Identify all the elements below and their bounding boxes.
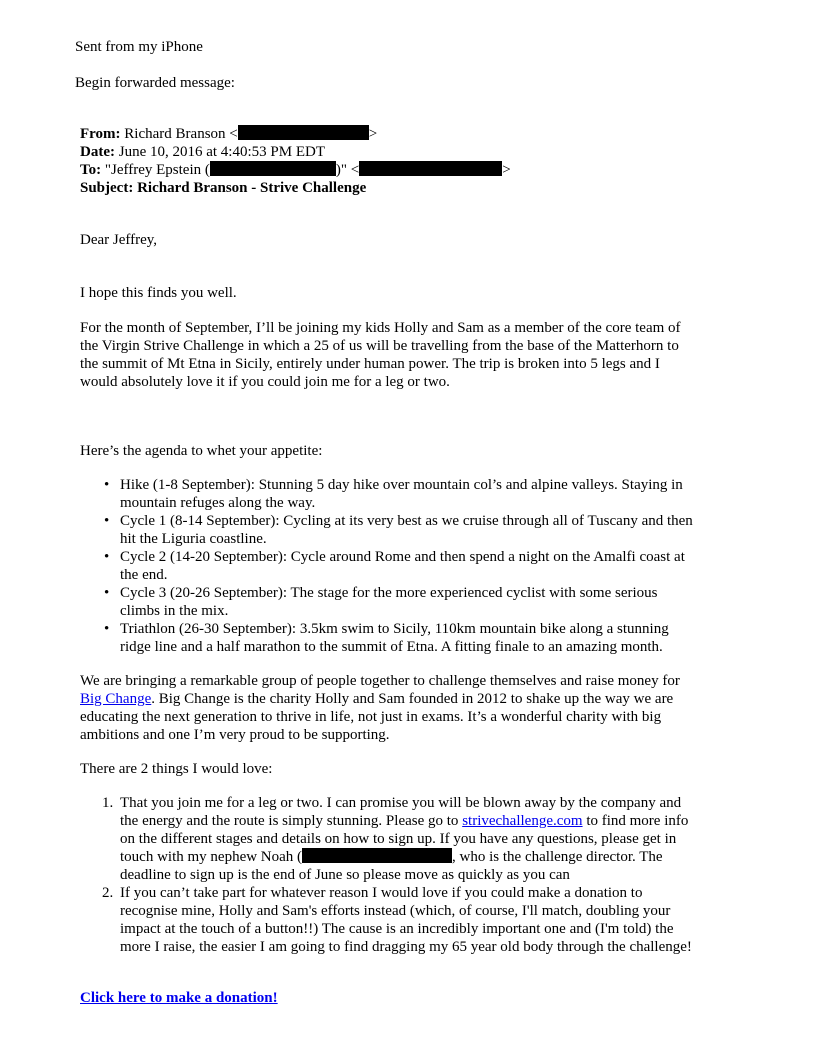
ask-line: deadline to sign up is the end of June so please move as quickly as you can [120,867,570,883]
agenda-item [80,476,760,512]
ask-line: more I raise, the easier I am going to find dragging my 65 year old body through the challenge! [120,939,692,955]
paragraph-line: would absolutely love it if you could join me for a leg or two. [80,374,450,390]
paragraph-line: We are bringing a remarkable group of people together to challenge themselves and raise money for [80,673,680,689]
to-close: > [502,162,511,178]
ask-line [120,848,770,866]
agenda-item [80,620,760,656]
paragraph-line: educating the next generation to thrive in life, not just in exams. It’s a wonderful charity with big [80,709,662,725]
from-close: > [368,126,378,142]
ask-item [80,884,770,956]
from-name: Richard Branson < [124,126,238,142]
ask-text: touch with my nephew Noah ( [120,849,303,865]
ask-line: That you join me for a leg or two. I can promise you will be blown away by the company and [120,795,682,811]
redaction-bar [210,161,336,176]
ask-number: 1. [102,795,114,811]
subject-label: Subject: [80,180,134,196]
agenda-item-line: • Triathlon (26-30 September): 3.5km swim to Sicily, 110km mountain bike along a stunning [120,621,669,637]
asks-list [80,794,770,956]
agenda-intro: Here’s the agenda to whet your appetite: [80,443,323,459]
ask-line: impact at the touch of a button!!) The cause is an incredibly important one and (I'm told) the [120,921,674,937]
to-label: To: [80,162,102,178]
from-row [80,125,511,143]
donation-link-row [80,989,278,1007]
from-label: From: [80,126,121,142]
agenda-item-line: climbs in the mix. [120,603,229,619]
ask-line: If you can’t take part for whatever reason I would love if you could make a donation to [120,885,643,901]
ask-number: 2. [102,885,114,901]
big-change-paragraph [80,672,740,744]
big-change-link[interactable]: Big Change [80,691,152,707]
paragraph-line: For the month of September, I’ll be joining my kids Holly and Sam as a member of the core team of [80,320,681,336]
agenda-item [80,548,760,584]
ask-text: the energy and the route is simply stunning. Please go to [120,813,463,829]
subject-value: Richard Branson - Strive Challenge [137,180,367,196]
agenda-item-line: • Cycle 3 (20-26 September): The stage for the more experienced cyclist with some serious [120,585,658,601]
redaction-bar [302,848,452,863]
agenda-item-line: ridge line and a half marathon to the summit of Etna. A fitting finale to an amazing month. [120,639,663,655]
ask-item [80,794,770,884]
email-header [80,125,511,197]
subject-row [80,179,511,197]
to-name-open: "Jeffrey Epstein ( [104,162,210,178]
ask-text: , who is the challenge director. The [452,849,663,865]
greeting: Dear Jeffrey, [80,232,158,248]
agenda-item-line: • Cycle 2 (14-20 September): Cycle around Rome and then spend a night on the Amalfi coast at [120,549,685,565]
ask-text: to find more info [582,813,689,829]
agenda-item-line: • Hike (1-8 September): Stunning 5 day hike over mountain col’s and alpine valleys. Staying in [120,477,683,493]
date-value: June 10, 2016 at 4:40:53 PM EDT [118,144,325,160]
ask-line: recognise mine, Holly and Sam's efforts instead (which, of course, I'll match, doubling your [120,903,671,919]
to-name-close: )" < [335,162,360,178]
paragraph-line: the Virgin Strive Challenge in which a 25 of us will be travelling from the base of the Matterhorn to [80,338,679,354]
redaction-bar [359,161,502,176]
paragraph-text: . Big Change is the charity Holly and Sam founded in 2012 to shake up the way we are [151,691,674,707]
date-label: Date: [80,144,115,160]
strivechallenge-link[interactable]: strivechallenge.com [462,813,583,829]
donation-link[interactable]: Click here to make a donation! [80,990,278,1006]
sent-from-line: Sent from my iPhone [75,39,203,55]
challenge-paragraph [80,319,740,391]
ask-line: on the different stages and details on how to sign up. If you have any questions, please get in [120,831,677,847]
to-row [80,161,511,179]
agenda-item-line: mountain refuges along the way. [120,495,316,511]
agenda-item-line: the end. [120,567,168,583]
intro-paragraph: I hope this finds you well. [80,285,237,301]
agenda-list [80,476,760,656]
agenda-item-line: hit the Liguria coastline. [120,531,267,547]
redaction-bar [238,125,369,140]
date-row [80,143,511,161]
agenda-item [80,584,760,620]
ask-line [120,812,770,830]
paragraph-line: the summit of Mt Etna in Sicily, entirely under human power. The trip is broken into 5 legs and I [80,356,660,372]
paragraph-line [80,690,740,708]
paragraph-line: ambitions and one I’m very proud to be supporting. [80,727,390,743]
asks-intro: There are 2 things I would love: [80,761,273,777]
agenda-item [80,512,760,548]
agenda-item-line: • Cycle 1 (8-14 September): Cycling at its very best as we cruise through all of Tuscany and then [120,513,693,529]
forwarded-message-line: Begin forwarded message: [75,75,235,91]
